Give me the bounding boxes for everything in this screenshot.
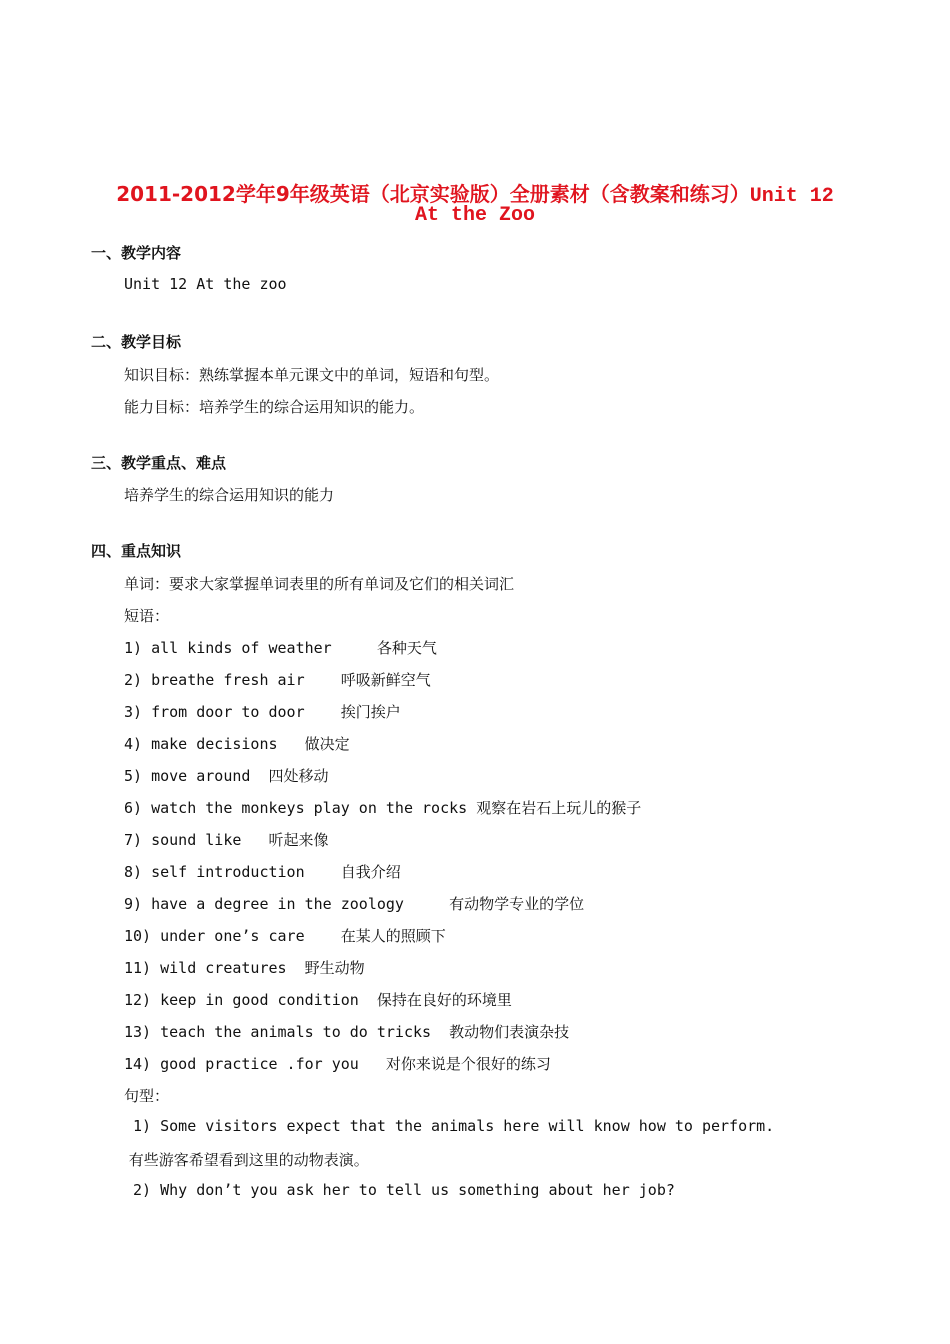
sentence-item: 1) Some visitors expect that the animals here will know how to perform. <box>124 1117 775 1135</box>
phrase-item: 8) self introduction 自我介绍 <box>124 863 401 881</box>
title-line1-en: Unit 12 <box>749 185 834 208</box>
ability-goal: 能力目标：培养学生的综合运用知识的能力。 <box>124 398 425 416</box>
title-line1-cn: 2011-2012学年9年级英语（北京实验版）全册素材（含教案和练习） <box>116 182 750 206</box>
phrase-item: 9) have a degree in the zoology 有动物学专业的学位 <box>124 895 585 913</box>
sentences-label: 句型： <box>124 1087 170 1105</box>
phrase-item: 4) make decisions 做决定 <box>124 735 350 753</box>
phrase-item: 2) breathe fresh air 呼吸新鲜空气 <box>124 671 431 689</box>
phrase-item: 12) keep in good condition 保持在良好的环境里 <box>124 991 512 1009</box>
phrase-item: 1) all kinds of weather 各种天气 <box>124 639 437 657</box>
section-3-content: 培养学生的综合运用知识的能力 <box>124 486 335 504</box>
phrase-item: 13) teach the animals to do tricks 教动物们表演杂技 <box>124 1023 570 1041</box>
phrase-item: 6) watch the monkeys play on the rocks 观察在岩石上玩儿的猴子 <box>124 799 642 817</box>
document-subtitle: At the Zoo <box>414 204 536 227</box>
section-1-content: Unit 12 At the zoo <box>124 275 287 293</box>
knowledge-goal: 知识目标：熟练掌握本单元课文中的单词，短语和句型。 <box>124 366 500 384</box>
phrase-item: 11) wild creatures 野生动物 <box>124 959 365 977</box>
section-1-heading: 一、教学内容 <box>91 244 182 262</box>
phrase-item: 3) from door to door 挨门挨户 <box>124 703 401 721</box>
phrase-item: 5) move around 四处移动 <box>124 767 329 785</box>
phrase-item: 10) under one’s care 在某人的照顾下 <box>124 927 446 945</box>
section-2-heading: 二、教学目标 <box>91 333 182 351</box>
sentence-translation: 有些游客希望看到这里的动物表演。 <box>124 1151 369 1169</box>
section-3-heading: 三、教学重点、难点 <box>91 454 227 472</box>
phrase-item: 7) sound like 听起来像 <box>124 831 329 849</box>
words-requirement: 单词：要求大家掌握单词表里的所有单词及它们的相关词汇 <box>124 575 515 593</box>
section-4-heading: 四、重点知识 <box>91 542 182 560</box>
phrases-label: 短语： <box>124 607 170 625</box>
phrase-item: 14) good practice .for you 对你来说是个很好的练习 <box>124 1055 551 1073</box>
sentence-item: 2) Why don’t you ask her to tell us something about her job? <box>124 1181 675 1199</box>
